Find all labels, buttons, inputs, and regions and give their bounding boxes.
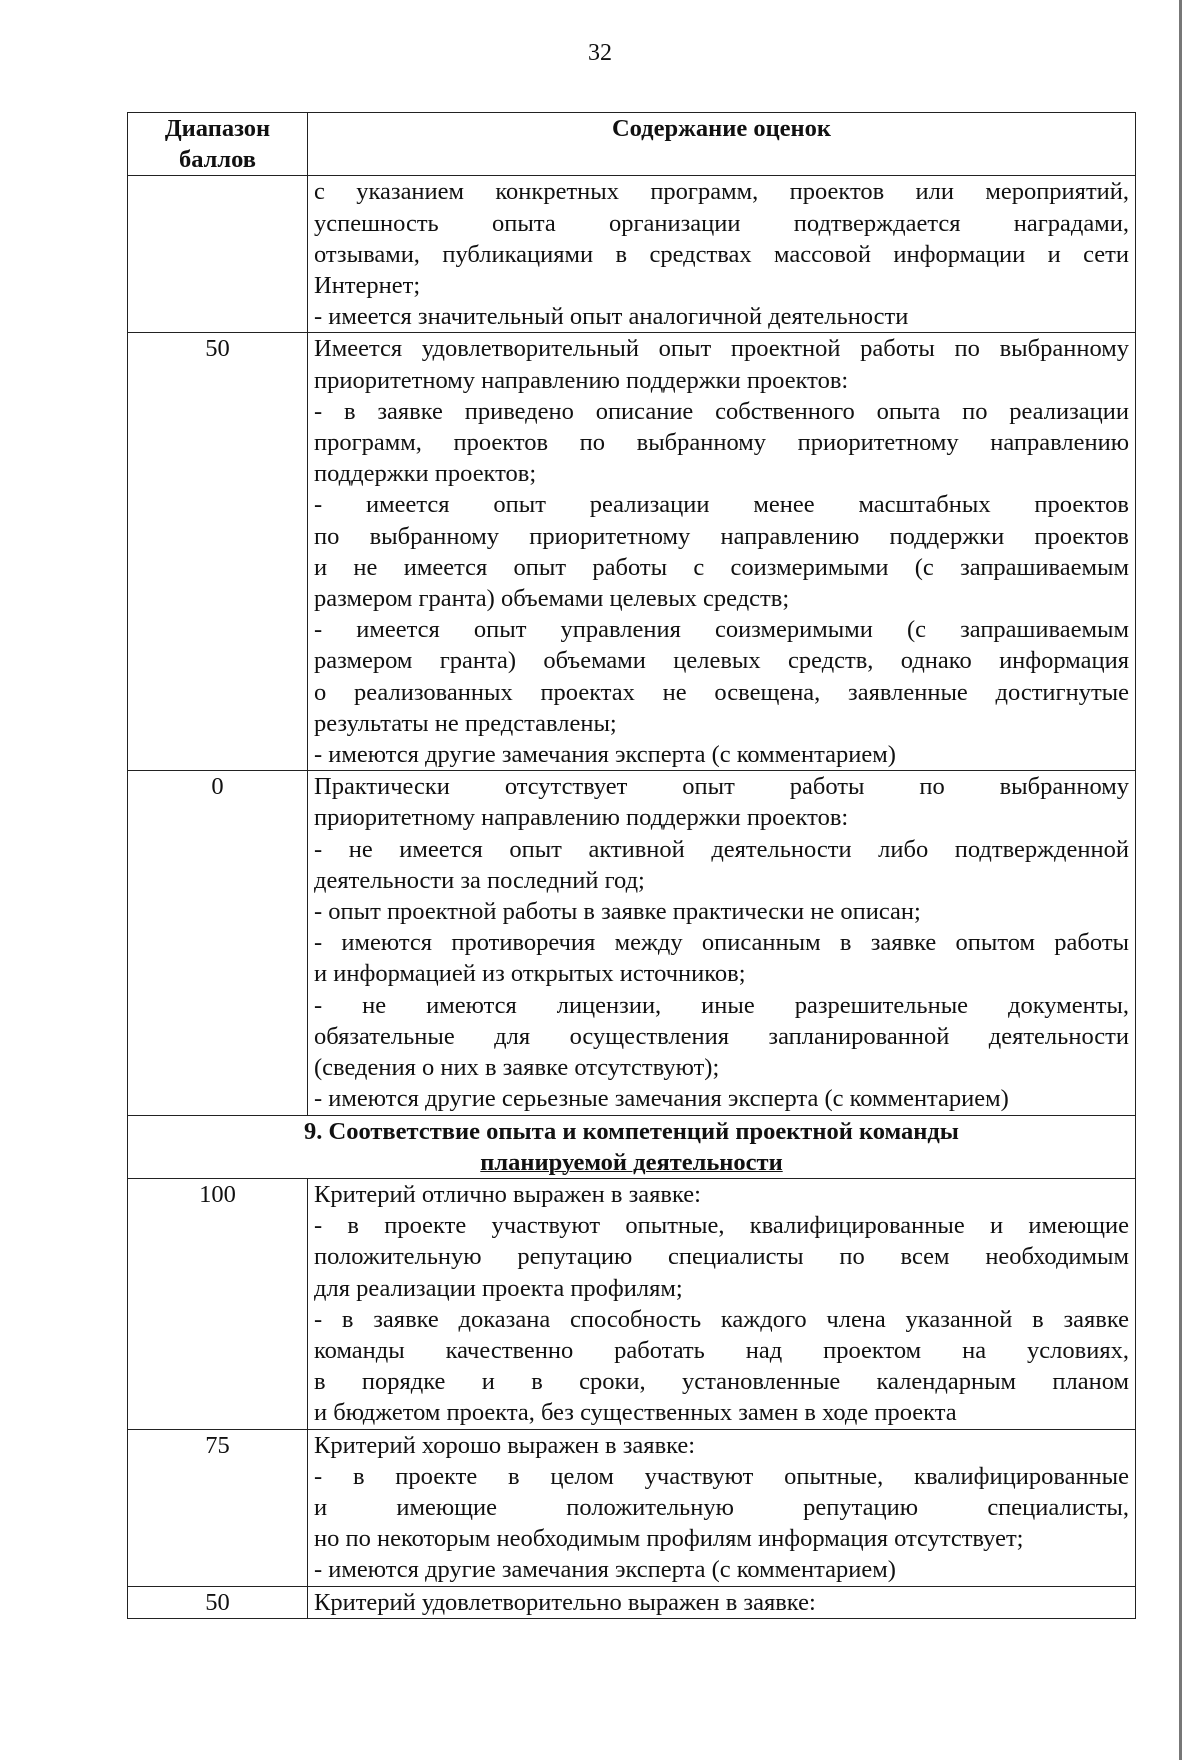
header-score-range: [128, 113, 308, 176]
criteria-text-line: отзывами, публикациями в средствах массовой информации и сети: [314, 240, 1129, 268]
score-cell: 75: [128, 1429, 308, 1586]
criteria-text-line: но по некоторым необходимым профилям информация отсутствует;: [314, 1525, 1024, 1553]
criteria-text-line: по выбранному приоритетному направлению поддержки проектов: [314, 522, 1129, 550]
criteria-text-line: обязательные для осуществления запланированной деятельности: [314, 1022, 1129, 1050]
scan-edge: [1179, 0, 1182, 1760]
criteria-text-line: - имеется значительный опыт аналогичной деятельности: [314, 303, 909, 331]
criteria-text-line: размером гранта) объемами целевых средств, однако информация: [314, 647, 1129, 675]
criteria-text-line: Имеется удовлетворительный опыт проектной работы по выбранному: [314, 335, 1129, 363]
section-heading: [128, 1115, 1136, 1178]
section-heading-line2: планируемой деятельности: [480, 1148, 783, 1176]
table-row: [128, 1429, 1136, 1586]
header-content: Содержание оценок: [308, 113, 1136, 176]
criteria-text-line: - не имеются лицензии, иные разрешительные документы,: [314, 991, 1129, 1019]
criteria-text-line: результаты не представлены;: [314, 709, 617, 737]
criteria-text-line: Практически отсутствует опыт работы по выбранному: [314, 773, 1129, 801]
page-number: 32: [588, 40, 612, 66]
criteria-text-line: о реализованных проектах не освещена, заявленные достигнутые: [314, 678, 1129, 706]
criteria-description-cell: [308, 771, 1136, 1115]
table-header-row: [128, 113, 1136, 176]
criteria-text-line: Критерий удовлетворительно выражен в заявке:: [314, 1588, 816, 1616]
criteria-description-cell: [308, 1178, 1136, 1429]
criteria-text-line: - имеются другие замечания эксперта (с комментарием): [314, 1556, 896, 1584]
criteria-text-line: и имеющие положительную репутацию специалисты,: [314, 1493, 1129, 1521]
header-range-line1: Диапазон: [164, 115, 271, 142]
criteria-text-line: - не имеется опыт активной деятельности либо подтвержденной: [314, 835, 1129, 863]
criteria-text-line: размером гранта) объемами целевых средств;: [314, 585, 790, 613]
table-row: [128, 771, 1136, 1115]
criteria-text-line: - имеются другие серьезные замечания эксперта (с комментарием): [314, 1085, 1009, 1113]
criteria-text-line: - имеется опыт управления соизмеримыми (с запрашиваемым: [314, 616, 1129, 644]
criteria-text-line: - в заявке доказана способность каждого члена указанной в заявке: [314, 1305, 1129, 1333]
score-cell: [128, 176, 308, 333]
header-range-line2: баллов: [178, 146, 257, 174]
table-body-part-2: [128, 1178, 1136, 1618]
criteria-description-cell: [308, 1429, 1136, 1586]
criteria-text-line: с указанием конкретных программ, проектов или мероприятий,: [314, 178, 1129, 206]
table-body-part-1: [128, 176, 1136, 1115]
criteria-text-line: - опыт проектной работы в заявке практически не описан;: [314, 898, 921, 926]
table-row: [128, 1178, 1136, 1429]
criteria-text-line: приоритетному направлению поддержки проектов:: [314, 366, 849, 394]
criteria-text-line: - имеются противоречия между описанным в заявке опытом работы: [314, 929, 1129, 957]
criteria-description-cell: [308, 1586, 1136, 1618]
table-row: [128, 176, 1136, 333]
criteria-text-line: - имеются другие замечания эксперта (с комментарием): [314, 741, 896, 769]
criteria-text-line: Критерий хорошо выражен в заявке:: [314, 1431, 696, 1459]
criteria-text-line: - в проекте в целом участвуют опытные, квалифицированные: [314, 1462, 1129, 1490]
criteria-text-line: и не имеется опыт работы с соизмеримыми (с запрашиваемым: [314, 553, 1129, 581]
table-row: [128, 333, 1136, 771]
criteria-text-line: положительную репутацию специалисты по всем необходимым: [314, 1243, 1129, 1271]
criteria-table: [127, 112, 1136, 1619]
criteria-text-line: для реализации проекта профилям;: [314, 1274, 683, 1302]
criteria-text-line: команды качественно работать над проектом на условиях,: [314, 1336, 1129, 1364]
score-cell: 50: [128, 333, 308, 771]
criteria-text-line: - имеется опыт реализации менее масштабных проектов: [314, 491, 1129, 519]
criteria-text-line: приоритетному направлению поддержки проектов:: [314, 804, 849, 832]
score-cell: 50: [128, 1586, 308, 1618]
criteria-text-line: Критерий отлично выражен в заявке:: [314, 1180, 701, 1208]
criteria-text-line: - в проекте участвуют опытные, квалифицированные и имеющие: [314, 1212, 1129, 1240]
criteria-text-line: в порядке и в сроки, установленные календарным планом: [314, 1368, 1129, 1396]
criteria-text-line: деятельности за последний год;: [314, 866, 645, 894]
score-cell: 0: [128, 771, 308, 1115]
score-cell: 100: [128, 1178, 308, 1429]
table-row: [128, 1586, 1136, 1618]
criteria-text-line: (сведения о них в заявке отсутствуют);: [314, 1054, 720, 1082]
section-row: [128, 1115, 1136, 1178]
criteria-description-cell: [308, 333, 1136, 771]
criteria-text-line: и информацией из открытых источников;: [314, 960, 746, 988]
criteria-text-line: поддержки проектов;: [314, 460, 537, 488]
criteria-text-line: успешность опыта организации подтверждается наградами,: [314, 209, 1129, 237]
criteria-description-cell: [308, 176, 1136, 333]
criteria-text-line: - в заявке приведено описание собственного опыта по реализации: [314, 397, 1129, 425]
criteria-text-line: программ, проектов по выбранному приоритетному направлению: [314, 429, 1129, 457]
criteria-text-line: и бюджетом проекта, без существенных замен в ходе проекта: [314, 1399, 957, 1427]
section-heading-line1: 9. Соответствие опыта и компетенций проектной команды: [304, 1117, 959, 1145]
criteria-text-line: Интернет;: [314, 272, 421, 300]
